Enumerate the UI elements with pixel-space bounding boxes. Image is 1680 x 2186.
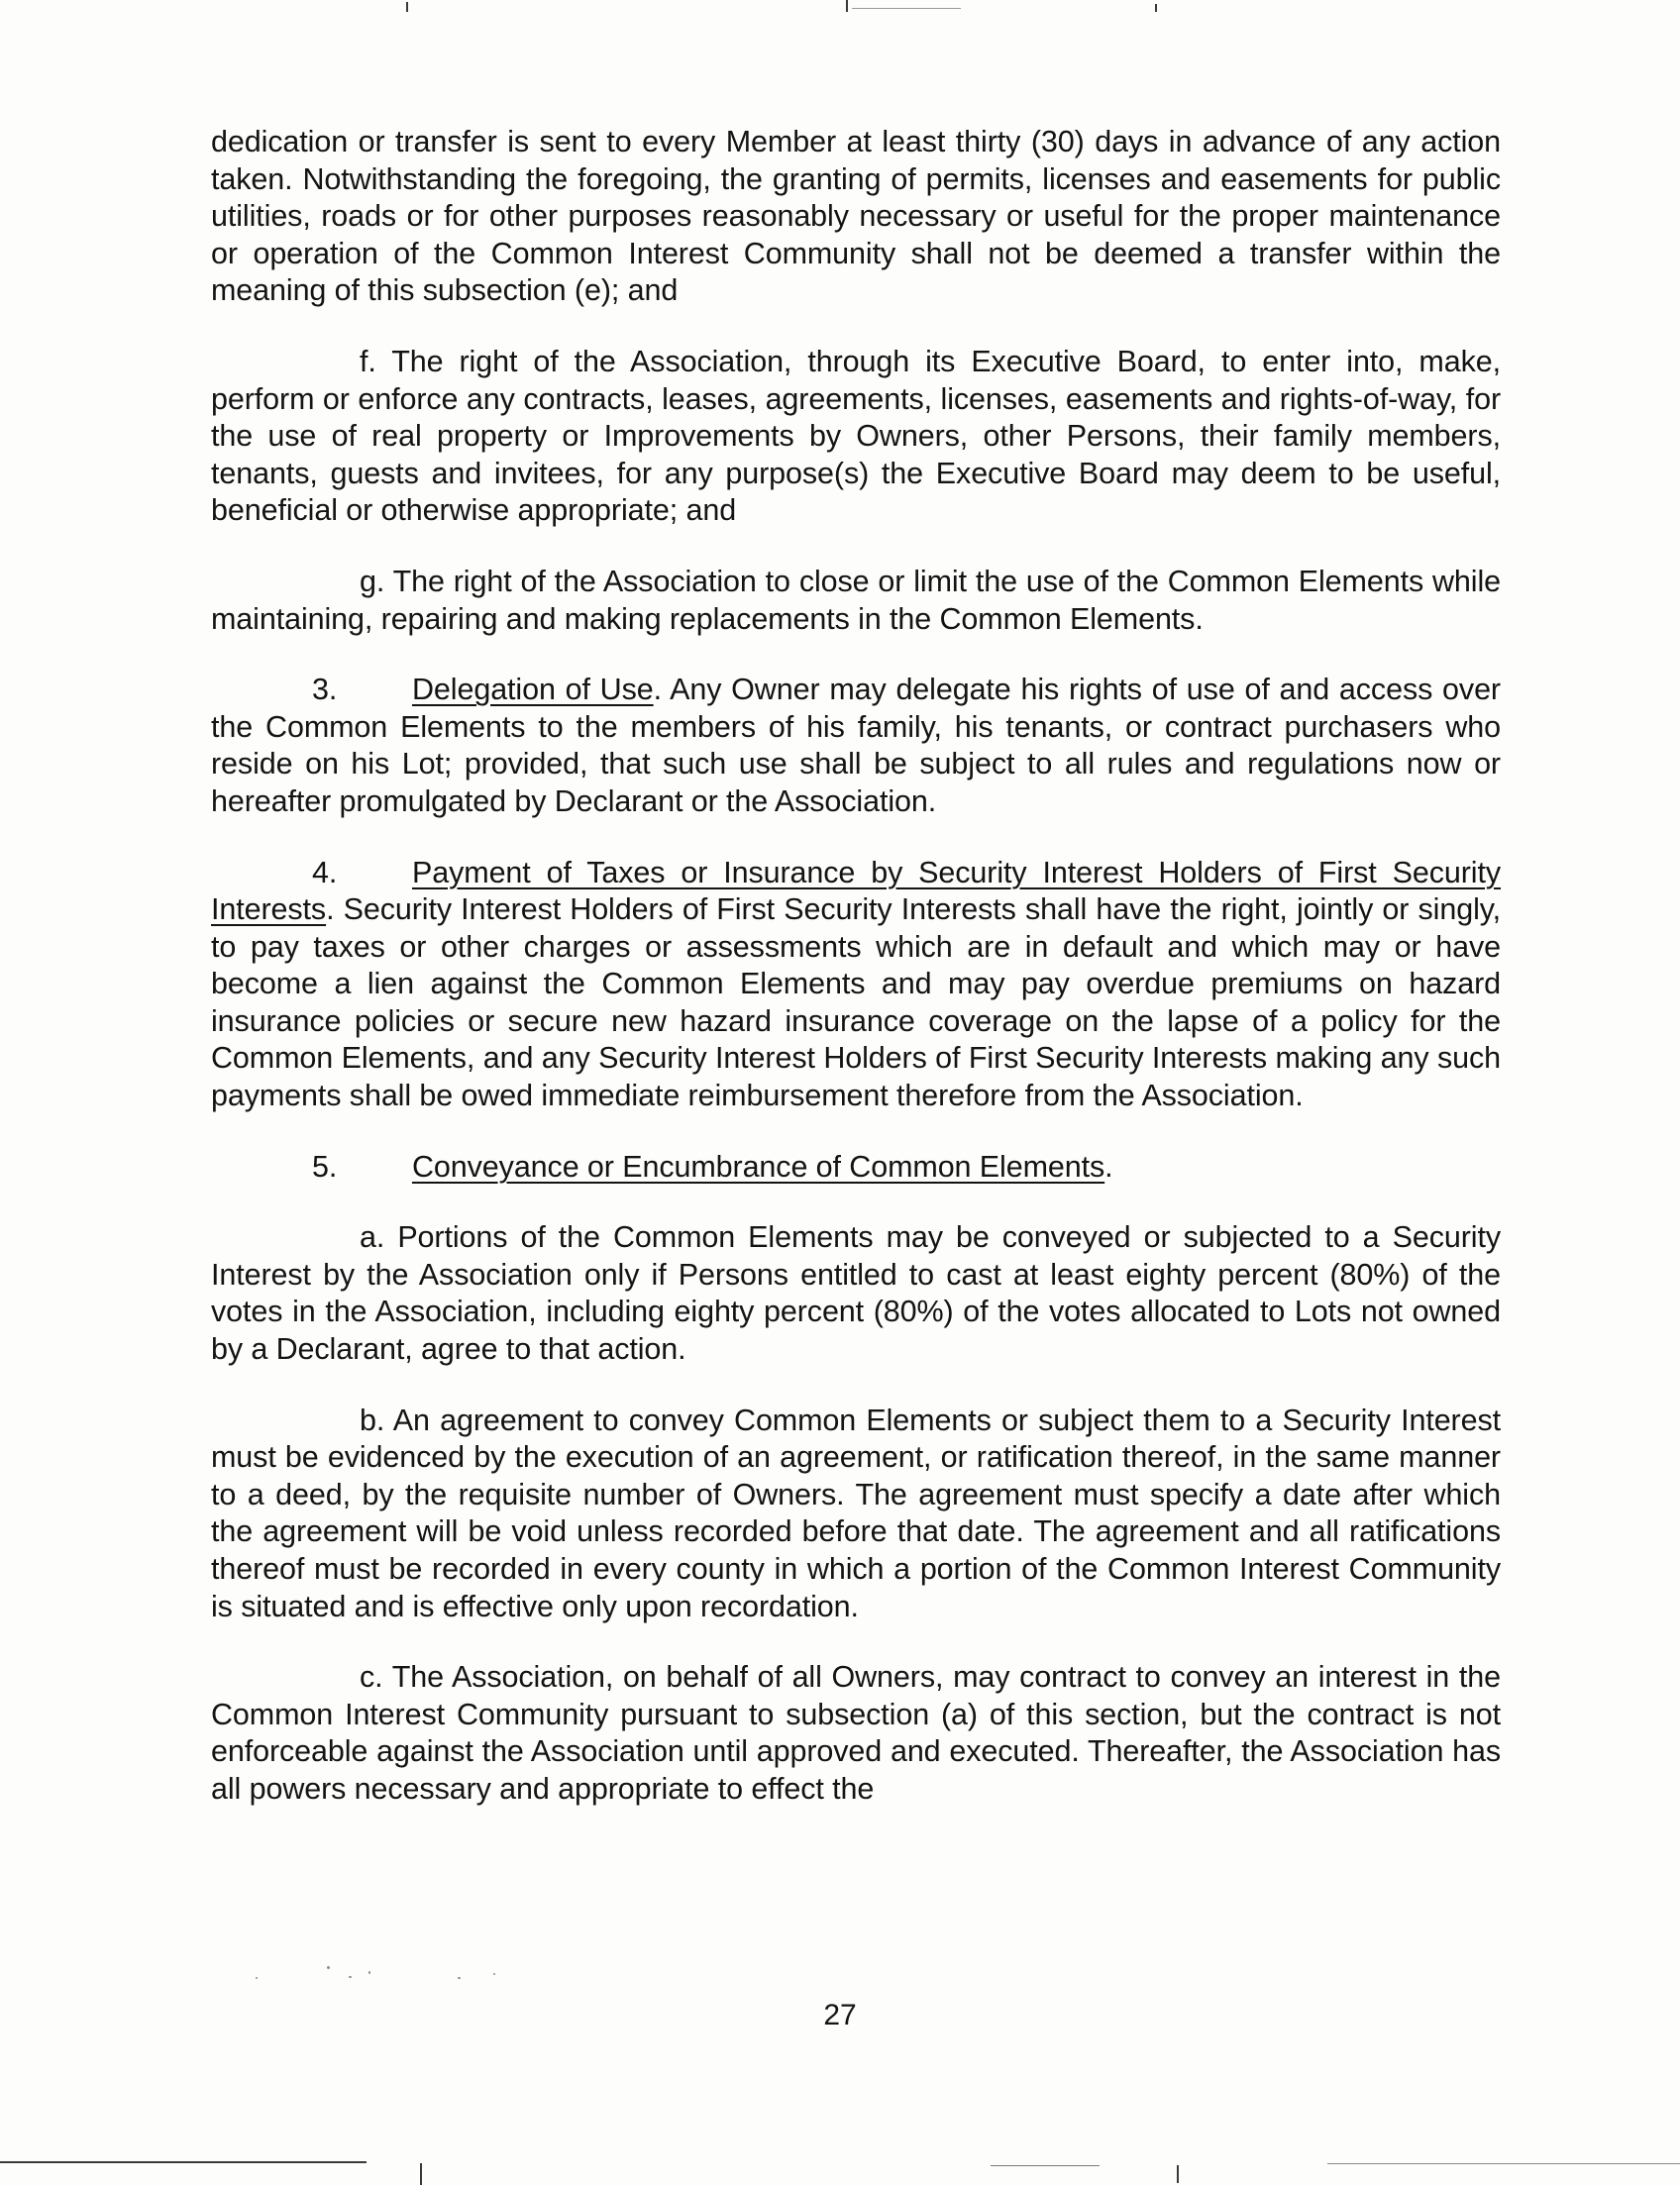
scan-line-bottom bbox=[0, 2161, 367, 2163]
scan-speck bbox=[349, 1976, 352, 1978]
scan-mark-top bbox=[846, 0, 848, 12]
scan-speck bbox=[493, 1973, 495, 1975]
paragraph-g: g. The right of the Association to close or limit the use of the Common Elements while maintaining, repairing and making replacements in the Common Elements. bbox=[211, 564, 1501, 636]
section-body: . Security Interest Holders of First Security Interests shall have the right, jointly or singly, to pay taxes or other charges or assessments which are in default and which may or have become a lien against the Common Elements and may pay overdue premiums on hazard insurance policies or secure new hazard insurance coverage on the lapse of a policy for the Common Elements, and any Security Interest Holders of First Security Interests making any such payments shall be owed immediate reimbursement therefore from the Association. bbox=[211, 892, 1501, 1113]
document-body bbox=[211, 124, 1501, 1809]
scan-line-bottom bbox=[1327, 2163, 1680, 2164]
section-4-payment-of-taxes bbox=[211, 855, 1501, 1115]
section-3-delegation-of-use bbox=[211, 672, 1501, 820]
paragraph-5b: b. An agreement to convey Common Elements or subject them to a Security Interest must be evidenced by the execution of an agreement, or ratification thereof, in the same manner to a deed, by the requisite number of Owners. The agreement must specify a date after which the agreement will be void unless recorded before that date. The agreement and all ratifications thereof must be recorded in every county in which a portion of the Common Interest Community is situated and is effective only upon recordation. bbox=[211, 1403, 1501, 1623]
section-number: 5. bbox=[312, 1149, 338, 1184]
section-heading: Conveyance or Encumbrance of Common Elements bbox=[412, 1149, 1105, 1184]
scan-speck bbox=[256, 1977, 258, 1979]
section-5-conveyance bbox=[211, 1149, 1501, 1187]
page-number: 27 bbox=[823, 1999, 857, 2031]
scan-speck bbox=[458, 1977, 461, 1979]
scan-mark-top bbox=[1155, 4, 1157, 12]
scan-mark-top bbox=[406, 2, 408, 12]
paragraph-f: f. The right of the Association, through its Executive Board, to enter into, make, perform or enforce any contracts, leases, agreements, licenses, easements and rights-of-way, for the use of real property or Improvements by Owners, other Persons, their family members, tenants, guests and invitees, for any purpose(s) the Executive Board may deem to be useful, beneficial or otherwise appropriate; and bbox=[211, 344, 1501, 528]
scan-line-bottom bbox=[991, 2165, 1100, 2166]
scan-line-top bbox=[852, 8, 961, 9]
section-heading-period: . bbox=[1104, 1149, 1113, 1184]
section-number: 3. bbox=[312, 673, 338, 707]
paragraph-5c: c. The Association, on behalf of all Owners, may contract to convey an interest in the Common Interest Community pursuant to subsection (a) of this section, but the contract is not enforceable against the Association until approved and executed. Thereafter, the Association has all powers necessary and appropriate to effect the bbox=[211, 1660, 1501, 1806]
section-heading: Payment of Taxes or Insurance by Security Interest Holders of First Security Interests bbox=[211, 855, 1501, 927]
scan-speck bbox=[368, 1971, 370, 1974]
paragraph-e-continuation: dedication or transfer is sent to every Member at least thirty (30) days in advance of any action taken. Notwithstanding the foregoing, the granting of permits, licenses and easements for public utilities, roads or for other purposes reasonably necessary or useful for the proper maintenance or operation of the Common Interest Community shall not be deemed a transfer within the meaning of this subsection (e); and bbox=[211, 125, 1501, 308]
section-heading: Delegation of Use bbox=[412, 673, 654, 707]
paragraph-5a: a. Portions of the Common Elements may be conveyed or subjected to a Security Interest by the Association only if Persons entitled to cast at least eighty percent (80%) of the votes in the Association, including eighty percent (80%) of the votes allocated to Lots not owned by a Declarant, agree to that action. bbox=[211, 1220, 1501, 1367]
section-number: 4. bbox=[312, 855, 338, 889]
scan-speck bbox=[327, 1966, 330, 1969]
scan-mark-bottom bbox=[420, 2163, 422, 2185]
scan-mark-bottom bbox=[1177, 2165, 1179, 2183]
section-body: . Any Owner may delegate his rights of use of and access over the Common Elements to the members of his family, his tenants, or contract purchasers who reside on his Lot; provided, that such use shall be subject to all rules and regulations now or hereafter promulgated by Declarant or the Association. bbox=[211, 673, 1501, 818]
